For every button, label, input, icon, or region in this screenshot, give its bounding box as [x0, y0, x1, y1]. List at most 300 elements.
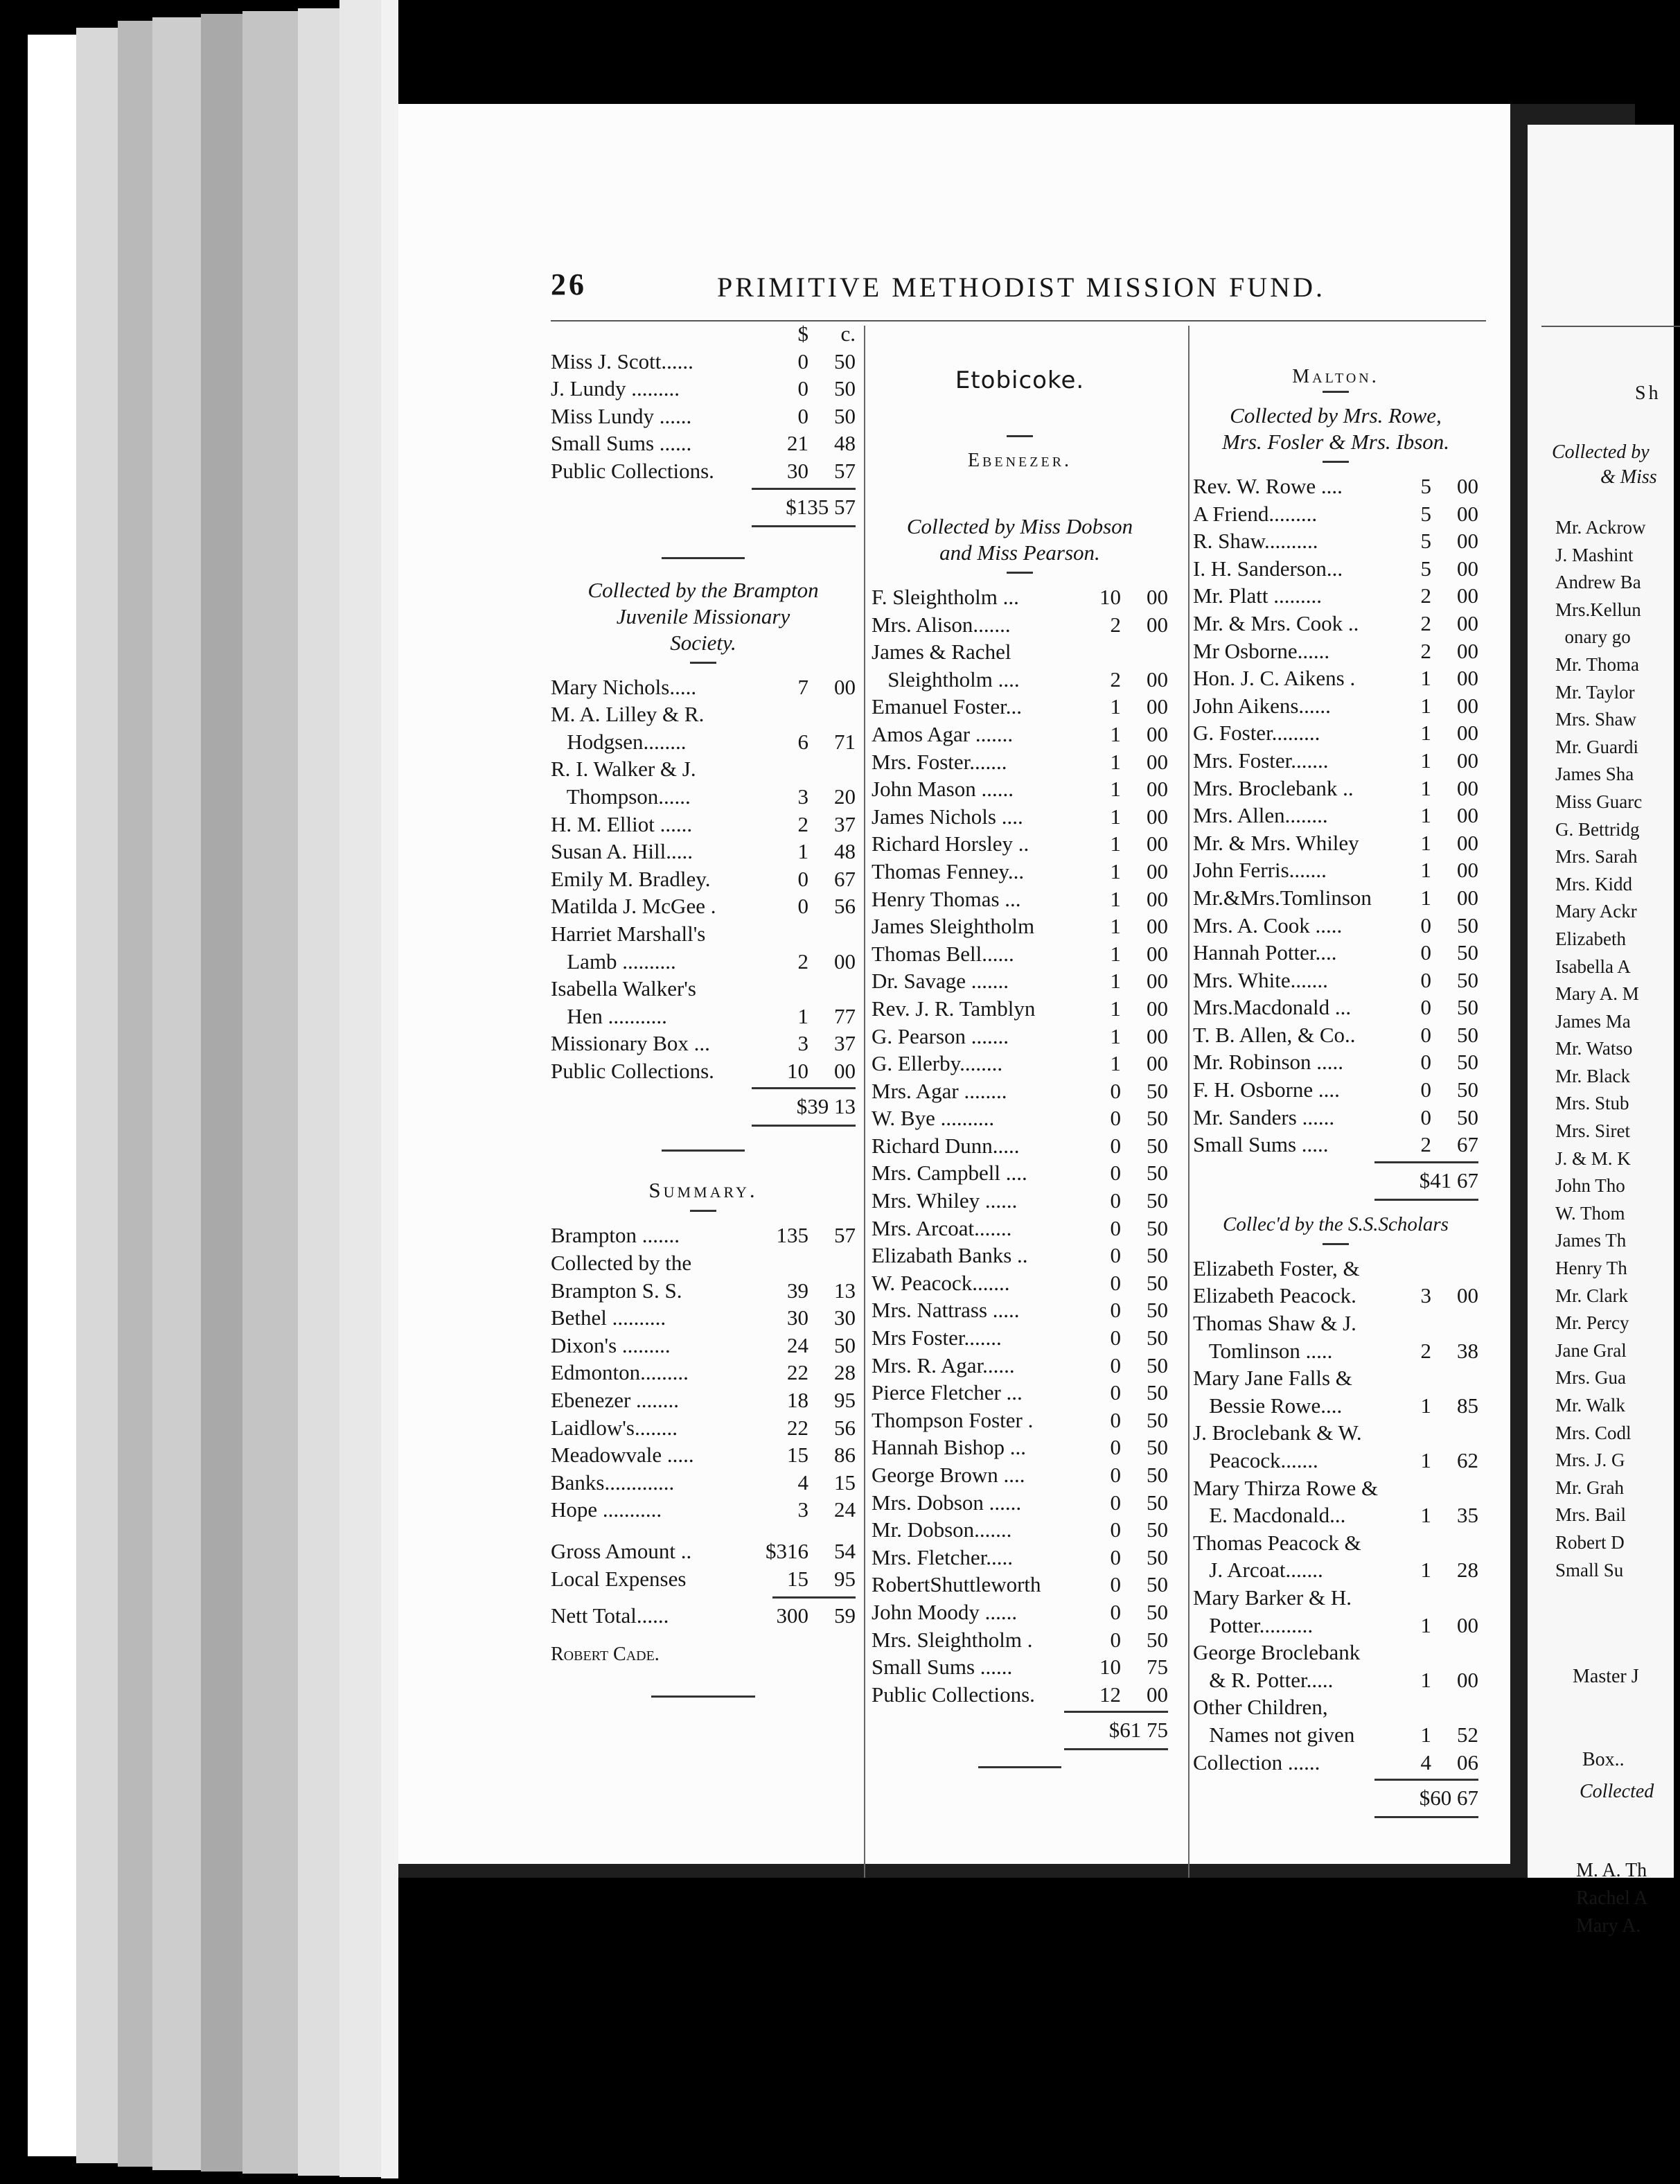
- entry-name: Rev. W. Rowe ....: [1193, 474, 1343, 498]
- entry-row: [1193, 473, 1478, 500]
- entry-dollars: 0: [1110, 1188, 1121, 1213]
- entry-dollars: 1: [1110, 804, 1121, 829]
- subtotal: [1193, 1776, 1478, 1820]
- entry-dollars: 1: [1420, 858, 1431, 883]
- entry-row: [1193, 1556, 1478, 1584]
- entry-row: [1193, 967, 1478, 994]
- entry-row: [872, 803, 1168, 831]
- entry-row: [1193, 555, 1478, 583]
- entry-name: Mr.&Mrs.Tomlinson: [1193, 885, 1372, 910]
- dollars-header: $: [797, 322, 808, 346]
- subtotal-value: $39 13: [796, 1094, 856, 1119]
- entry-row: [872, 1132, 1168, 1160]
- entry-name: Hodgsen........: [551, 729, 687, 754]
- entry-cents: 59: [834, 1603, 856, 1628]
- summary-row: [551, 1359, 856, 1386]
- entry-name: Tomlinson .....: [1193, 1338, 1333, 1363]
- subtotal: [872, 1708, 1168, 1752]
- entry-name: Harriet Marshall's: [551, 921, 706, 946]
- facing-entry: James Th: [1555, 1230, 1627, 1251]
- facing-entry: Mr. Grah: [1555, 1477, 1624, 1498]
- entry-cents: 86: [834, 1443, 856, 1468]
- entry-dollars: 1: [1420, 666, 1431, 691]
- entry-name: Mrs. Agar ........: [872, 1078, 1007, 1103]
- entry-dollars: 10: [1099, 1655, 1121, 1680]
- entry-row: [872, 1296, 1168, 1324]
- dash: [1007, 435, 1033, 437]
- entry-cents: 75: [1147, 1655, 1168, 1680]
- entry-list: [1193, 473, 1478, 1159]
- entry-dollars: 1: [1420, 1722, 1431, 1747]
- entry-name: Mr. Dobson.......: [872, 1517, 1012, 1542]
- entry-name: Peacock.......: [1193, 1448, 1318, 1472]
- facing-entry: Jane Gral: [1555, 1339, 1627, 1361]
- entry-name: Dixon's .........: [551, 1332, 671, 1357]
- facing-entry: Mary A. M: [1555, 983, 1639, 1005]
- entry-row: [1193, 775, 1478, 802]
- entry-name: Mrs.Macdonald ...: [1193, 995, 1352, 1020]
- entry-name: Gross Amount ..: [551, 1539, 692, 1563]
- entry-row: [872, 1434, 1168, 1461]
- entry-row: [872, 886, 1168, 913]
- entry-dollars: 3: [797, 1497, 808, 1522]
- entry-row: [872, 693, 1168, 721]
- entry-cents: 00: [1147, 886, 1168, 911]
- page-edge: [152, 17, 201, 2170]
- entry-cents: 95: [834, 1566, 856, 1591]
- entry-cents: 50: [1457, 967, 1478, 992]
- entry-row: [551, 430, 856, 457]
- entry-cents: 50: [1147, 1435, 1168, 1460]
- entry-cents: 28: [1457, 1558, 1478, 1583]
- entry-cents: 56: [834, 894, 856, 919]
- entry-list: [872, 583, 1168, 1708]
- entry-name: Brampton .......: [551, 1223, 680, 1248]
- entry-name: Mrs Foster.......: [872, 1326, 1002, 1350]
- summary-row: [551, 1332, 856, 1359]
- entry-name: Small Sums ......: [872, 1655, 1013, 1680]
- entry-cents: 50: [1147, 1572, 1168, 1597]
- entry-row: [1193, 1131, 1478, 1159]
- entry-cents: 00: [1457, 1667, 1478, 1692]
- facing-entry: Isabella A: [1555, 956, 1631, 977]
- entry-row: [1193, 692, 1478, 720]
- entry-row: [551, 375, 856, 403]
- entry-row: [872, 775, 1168, 803]
- section-separator: [978, 1766, 1061, 1768]
- entry-dollars: 2: [1420, 638, 1431, 663]
- entry-row: [551, 838, 856, 865]
- entry-name: Mrs. A. Cook .....: [1193, 913, 1343, 937]
- entry-cents: 00: [834, 949, 856, 974]
- facing-entry: Mrs. Sarah: [1555, 846, 1638, 868]
- summary-row: [551, 1249, 856, 1277]
- entry-cents: 00: [1457, 610, 1478, 635]
- entry-cents: 48: [834, 431, 856, 456]
- entry-dollars: 0: [797, 376, 808, 401]
- entry-name: Emily M. Bradley.: [551, 866, 711, 891]
- facing-entry: Mrs.Kellun: [1555, 599, 1641, 620]
- facing-heading: Sh: [1635, 382, 1661, 404]
- entry-dollars: 0: [1110, 1517, 1121, 1542]
- entry-dollars: 3: [797, 1031, 808, 1056]
- entry-row: [551, 975, 856, 1003]
- page-title: PRIMITIVE METHODIST MISSION FUND.: [717, 272, 1325, 303]
- entry-name: James & Rachel: [872, 640, 1011, 664]
- facing-entry: G. Bettridg: [1555, 818, 1640, 840]
- entry-name: Mrs. Arcoat.......: [872, 1215, 1012, 1240]
- entry-row: [872, 1379, 1168, 1407]
- entry-name: Ebenezer ........: [551, 1388, 680, 1413]
- facing-entry: M. A. Th: [1576, 1860, 1647, 1881]
- entry-cents: 71: [834, 729, 856, 754]
- entry-name: Edmonton.........: [551, 1360, 689, 1385]
- facing-entry: Mr. Ackrow: [1555, 517, 1646, 538]
- entry-name: Mr. Robinson .....: [1193, 1050, 1344, 1075]
- subtotal: [551, 1084, 856, 1129]
- entry-dollars: 4: [1420, 1750, 1431, 1774]
- subtotal-value: $61 75: [1108, 1718, 1168, 1743]
- entry-dollars: 0: [1110, 1161, 1121, 1186]
- entry-row: [551, 755, 856, 783]
- entry-dollars: 1: [1110, 1051, 1121, 1076]
- entry-cents: 00: [1457, 474, 1478, 498]
- entry-dollars: 1: [1420, 885, 1431, 910]
- summary-row: [551, 1304, 856, 1332]
- entry-cents: 50: [1457, 913, 1478, 937]
- facing-entry: Robert D: [1555, 1531, 1625, 1553]
- entry-row: [551, 865, 856, 893]
- entry-name: Mrs. R. Agar......: [872, 1353, 1015, 1377]
- entry-dollars: 39: [787, 1278, 808, 1303]
- entry-name: G. Ellerby........: [872, 1051, 1003, 1076]
- entry-row: [551, 348, 856, 376]
- entry-name: J. Lundy .........: [551, 376, 680, 401]
- entry-dollars: 0: [797, 894, 808, 919]
- entry-cents: 00: [1147, 914, 1168, 939]
- entry-dollars: 0: [1110, 1326, 1121, 1350]
- facing-entry: Mr. Taylor: [1555, 681, 1635, 703]
- facing-entry: James Ma: [1555, 1010, 1631, 1032]
- entry-dollars: 5: [1420, 529, 1431, 554]
- facing-entry: Rachel A: [1576, 1887, 1648, 1909]
- entry-name: Amos Agar .......: [872, 721, 1014, 746]
- entry-cents: 48: [834, 839, 856, 864]
- entry-dollars: 1: [1420, 693, 1431, 718]
- entry-row: [1193, 1419, 1478, 1447]
- facing-entry: J. & M. K: [1555, 1147, 1631, 1169]
- summary-row: [551, 1565, 856, 1593]
- entry-cents: 50: [834, 1332, 856, 1357]
- facing-entry: Mr. Percy: [1555, 1312, 1629, 1334]
- entry-dollars: 2: [1110, 667, 1121, 692]
- entry-cents: 50: [834, 376, 856, 401]
- entry-cents: 50: [1147, 1326, 1168, 1350]
- entry-dollars: 1: [1110, 914, 1121, 939]
- entry-name: James Sleightholm: [872, 914, 1035, 939]
- subtotal: [1193, 1159, 1478, 1203]
- entry-row: [872, 830, 1168, 858]
- entry-name: Mrs. Foster.......: [872, 749, 1007, 774]
- entry-name: Thomas Shaw & J.: [1193, 1311, 1356, 1336]
- entry-dollars: 1: [1420, 775, 1431, 800]
- entry-row: [1193, 939, 1478, 967]
- entry-name: Mrs. Sleightholm .: [872, 1627, 1033, 1652]
- entry-row: [551, 948, 856, 976]
- entry-list: [551, 673, 856, 1085]
- entry-name: Dr. Savage .......: [872, 969, 1009, 994]
- entry-dollars: 5: [1420, 556, 1431, 581]
- summary-heading: Summary.: [648, 1178, 758, 1203]
- entry-name: Banks.............: [551, 1470, 675, 1495]
- entry-dollars: 0: [1110, 1298, 1121, 1323]
- entry-name: Mrs. Whiley ......: [872, 1188, 1018, 1213]
- total-row: [551, 1602, 856, 1630]
- entry-row: [1193, 1282, 1478, 1310]
- entry-name: Emanuel Foster...: [872, 694, 1022, 719]
- facing-collected2: Collected: [1580, 1781, 1654, 1802]
- entry-row: [872, 1159, 1168, 1187]
- entry-row: [1193, 1529, 1478, 1557]
- entry-cents: 35: [1457, 1503, 1478, 1528]
- dash: [690, 1210, 716, 1212]
- entry-row: [1193, 747, 1478, 775]
- entry-name: Rev. J. R. Tamblyn: [872, 996, 1036, 1021]
- entry-dollars: 1: [1110, 886, 1121, 911]
- entry-name: John Moody ......: [872, 1599, 1018, 1624]
- entry-dollars: 0: [1110, 1572, 1121, 1597]
- nett-total: [551, 1602, 856, 1630]
- entry-name: Hen ...........: [551, 1003, 667, 1028]
- facing-bottom-list: [1576, 1857, 1647, 1940]
- entry-row: [872, 1626, 1168, 1654]
- entry-cents: 13: [834, 1278, 856, 1303]
- entry-dollars: 2: [1420, 583, 1431, 608]
- entry-row: [1193, 1076, 1478, 1104]
- entry-name: Hannah Bishop ...: [872, 1435, 1027, 1460]
- entry-name: Nett Total......: [551, 1603, 669, 1628]
- entry-dollars: 2: [1420, 1338, 1431, 1363]
- page-number: 26: [551, 267, 587, 301]
- entry-row: [1193, 1474, 1478, 1502]
- entry-name: Richard Dunn.....: [872, 1133, 1020, 1158]
- entry-row: [872, 721, 1168, 748]
- entry-cents: 06: [1457, 1750, 1478, 1774]
- entry-dollars: 15: [787, 1443, 808, 1468]
- facing-entry: Henry Th: [1555, 1258, 1627, 1279]
- entry-row: [872, 967, 1168, 995]
- summary-row: [551, 1496, 856, 1524]
- entry-name: Mary Jane Falls &: [1193, 1366, 1352, 1391]
- entry-row: [872, 940, 1168, 968]
- entry-row: [872, 1461, 1168, 1489]
- entry-dollars: 3: [797, 784, 808, 809]
- entry-name: I. H. Sanderson...: [1193, 556, 1343, 581]
- entry-name: J. Arcoat.......: [1193, 1558, 1323, 1583]
- entry-row: [872, 1324, 1168, 1352]
- entry-dollars: 1: [797, 1003, 808, 1028]
- facing-entry: J. Mashint: [1555, 544, 1634, 565]
- entry-cents: 50: [1147, 1353, 1168, 1377]
- entry-dollars: 300: [776, 1603, 808, 1628]
- entry-row: [872, 1653, 1168, 1681]
- facing-entry: Mr. Clark: [1555, 1285, 1628, 1306]
- entry-name: Potter..........: [1193, 1612, 1314, 1637]
- juvenile-heading: Collected by the Brampton Juvenile Missionary Society.: [587, 577, 819, 655]
- entry-dollars: 0: [1110, 1133, 1121, 1158]
- entry-row: [1193, 802, 1478, 829]
- entry-name: Elizabeth Foster, &: [1193, 1256, 1360, 1280]
- entry-cents: 57: [834, 458, 856, 483]
- entry-cents: 50: [1147, 1078, 1168, 1103]
- facing-entry: John Tho: [1555, 1175, 1625, 1197]
- entry-cents: 62: [1457, 1448, 1478, 1472]
- entry-cents: 50: [1147, 1133, 1168, 1158]
- entry-name: Missionary Box ...: [551, 1031, 710, 1056]
- entry-name: Meadowvale .....: [551, 1443, 694, 1468]
- entry-dollars: 0: [1110, 1106, 1121, 1131]
- collected-by: Collected by Mrs. Rowe, Mrs. Fosler & Mrs. Ibson.: [1221, 403, 1450, 454]
- entry-cents: 56: [834, 1415, 856, 1440]
- page-edge: [242, 11, 298, 2174]
- entry-cents: 00: [1457, 556, 1478, 581]
- entry-cents: 52: [1457, 1722, 1478, 1747]
- entry-row: [872, 611, 1168, 639]
- entry-name: Mrs. Foster.......: [1193, 748, 1329, 773]
- entry-dollars: 0: [1110, 1463, 1121, 1487]
- entry-dollars: 1: [1110, 941, 1121, 966]
- entry-dollars: 21: [787, 431, 808, 456]
- entry-row: [551, 1003, 856, 1030]
- entry-cents: 00: [1147, 831, 1168, 856]
- entry-row: [872, 583, 1168, 611]
- facing-entry: Mrs. Siret: [1555, 1120, 1630, 1142]
- entry-name: G. Foster.........: [1193, 721, 1320, 746]
- entry-row: [1193, 1721, 1478, 1749]
- entry-row: [1193, 912, 1478, 940]
- entry-name: Bethel ..........: [551, 1305, 666, 1330]
- entry-cents: 00: [1147, 1682, 1168, 1707]
- entry-name: Elizabath Banks ..: [872, 1243, 1028, 1268]
- entry-row: [872, 1544, 1168, 1571]
- entry-cents: 50: [1457, 1022, 1478, 1047]
- cents-header: c.: [840, 322, 856, 346]
- entry-row: [872, 1571, 1168, 1599]
- entry-name: J. Broclebank & W.: [1193, 1420, 1362, 1445]
- entry-cents: 00: [1457, 803, 1478, 828]
- entry-name: George Brown ....: [872, 1463, 1025, 1487]
- entry-row: [551, 403, 856, 430]
- facing-entry: W. Thom: [1555, 1202, 1625, 1224]
- entry-cents: 50: [1147, 1215, 1168, 1240]
- entry-cents: 00: [834, 1058, 856, 1083]
- entry-cents: 37: [834, 1031, 856, 1056]
- entry-dollars: 1: [1110, 694, 1121, 719]
- entry-name: Lamb ..........: [551, 949, 676, 974]
- entry-row: [872, 1077, 1168, 1105]
- entry-name: & R. Potter.....: [1193, 1667, 1334, 1692]
- entry-dollars: 1: [1420, 803, 1431, 828]
- entry-name: T. B. Allen, & Co..: [1193, 1022, 1356, 1047]
- entry-name: Laidlow's........: [551, 1415, 678, 1440]
- entry-name: Elizabeth Peacock.: [1193, 1283, 1356, 1308]
- facing-collected-by: Collected by & Miss: [1552, 441, 1657, 488]
- entry-cents: 50: [1147, 1106, 1168, 1131]
- entry-name: Local Expenses: [551, 1566, 687, 1591]
- entry-row: [551, 1030, 856, 1057]
- entry-name: Other Children,: [1193, 1695, 1328, 1720]
- entry-row: [872, 1352, 1168, 1380]
- entry-name: John Ferris.......: [1193, 858, 1327, 883]
- facing-entry-list: [1555, 514, 1646, 1584]
- entry-name: Thompson Foster .: [872, 1407, 1034, 1432]
- facing-entry: Mr. Watso: [1555, 1038, 1633, 1059]
- entry-row: [1193, 1612, 1478, 1639]
- entry-row: [1193, 719, 1478, 747]
- entry-cents: 00: [1457, 1283, 1478, 1308]
- entry-cents: 00: [1457, 858, 1478, 883]
- entry-cents: 28: [834, 1360, 856, 1385]
- entry-name: R. Shaw..........: [1193, 529, 1318, 554]
- entry-dollars: 2: [1420, 610, 1431, 635]
- entry-cents: 00: [1457, 583, 1478, 608]
- entry-dollars: 10: [787, 1058, 808, 1083]
- page-edge: [201, 14, 242, 2172]
- entry-cents: 37: [834, 811, 856, 836]
- entry-cents: 00: [1147, 777, 1168, 802]
- entry-name: Bessie Rowe....: [1193, 1393, 1343, 1418]
- facing-entry: Mr. Black: [1555, 1065, 1630, 1086]
- entry-cents: 00: [1147, 721, 1168, 746]
- entry-dollars: 0: [1110, 1078, 1121, 1103]
- summary-row: [551, 1538, 856, 1565]
- entry-dollars: 0: [1420, 967, 1431, 992]
- facing-entry: Mr. Guardi: [1555, 736, 1638, 757]
- entry-name: Mrs. Alison.......: [872, 612, 1011, 637]
- entry-name: RobertShuttleworth: [872, 1572, 1041, 1597]
- entry-dollars: 0: [1110, 1380, 1121, 1405]
- entry-name: Isabella Walker's: [551, 976, 696, 1001]
- entry-dollars: 18: [787, 1388, 808, 1413]
- entry-row: [1193, 884, 1478, 912]
- entry-name: Miss J. Scott......: [551, 349, 693, 373]
- entry-name: Hannah Potter....: [1193, 940, 1337, 965]
- page-edge: [339, 0, 381, 2177]
- entry-cents: 50: [1147, 1599, 1168, 1624]
- entry-cents: 00: [1147, 694, 1168, 719]
- entry-cents: 85: [1457, 1393, 1478, 1418]
- entry-dollars: 2: [797, 811, 808, 836]
- entry-row: [1193, 1749, 1478, 1777]
- entry-name: Public Collections.: [551, 1058, 714, 1083]
- entry-cents: 50: [1457, 940, 1478, 965]
- entry-name: George Broclebank: [1193, 1640, 1361, 1665]
- entry-dollars: 0: [1420, 1104, 1431, 1129]
- entry-row: [1193, 1639, 1478, 1666]
- column-left: [551, 320, 856, 1698]
- entry-cents: 00: [1147, 612, 1168, 637]
- entry-row: [1193, 527, 1478, 555]
- entry-cents: 00: [1457, 638, 1478, 663]
- entry-cents: 50: [1457, 995, 1478, 1020]
- entry-row: [1193, 994, 1478, 1021]
- dash: [1323, 461, 1349, 463]
- entry-dollars: 4: [797, 1470, 808, 1495]
- entry-row: [872, 1215, 1168, 1242]
- entry-cents: 50: [1457, 1050, 1478, 1075]
- entry-cents: 00: [1147, 1051, 1168, 1076]
- entry-dollars: 1: [1110, 721, 1121, 746]
